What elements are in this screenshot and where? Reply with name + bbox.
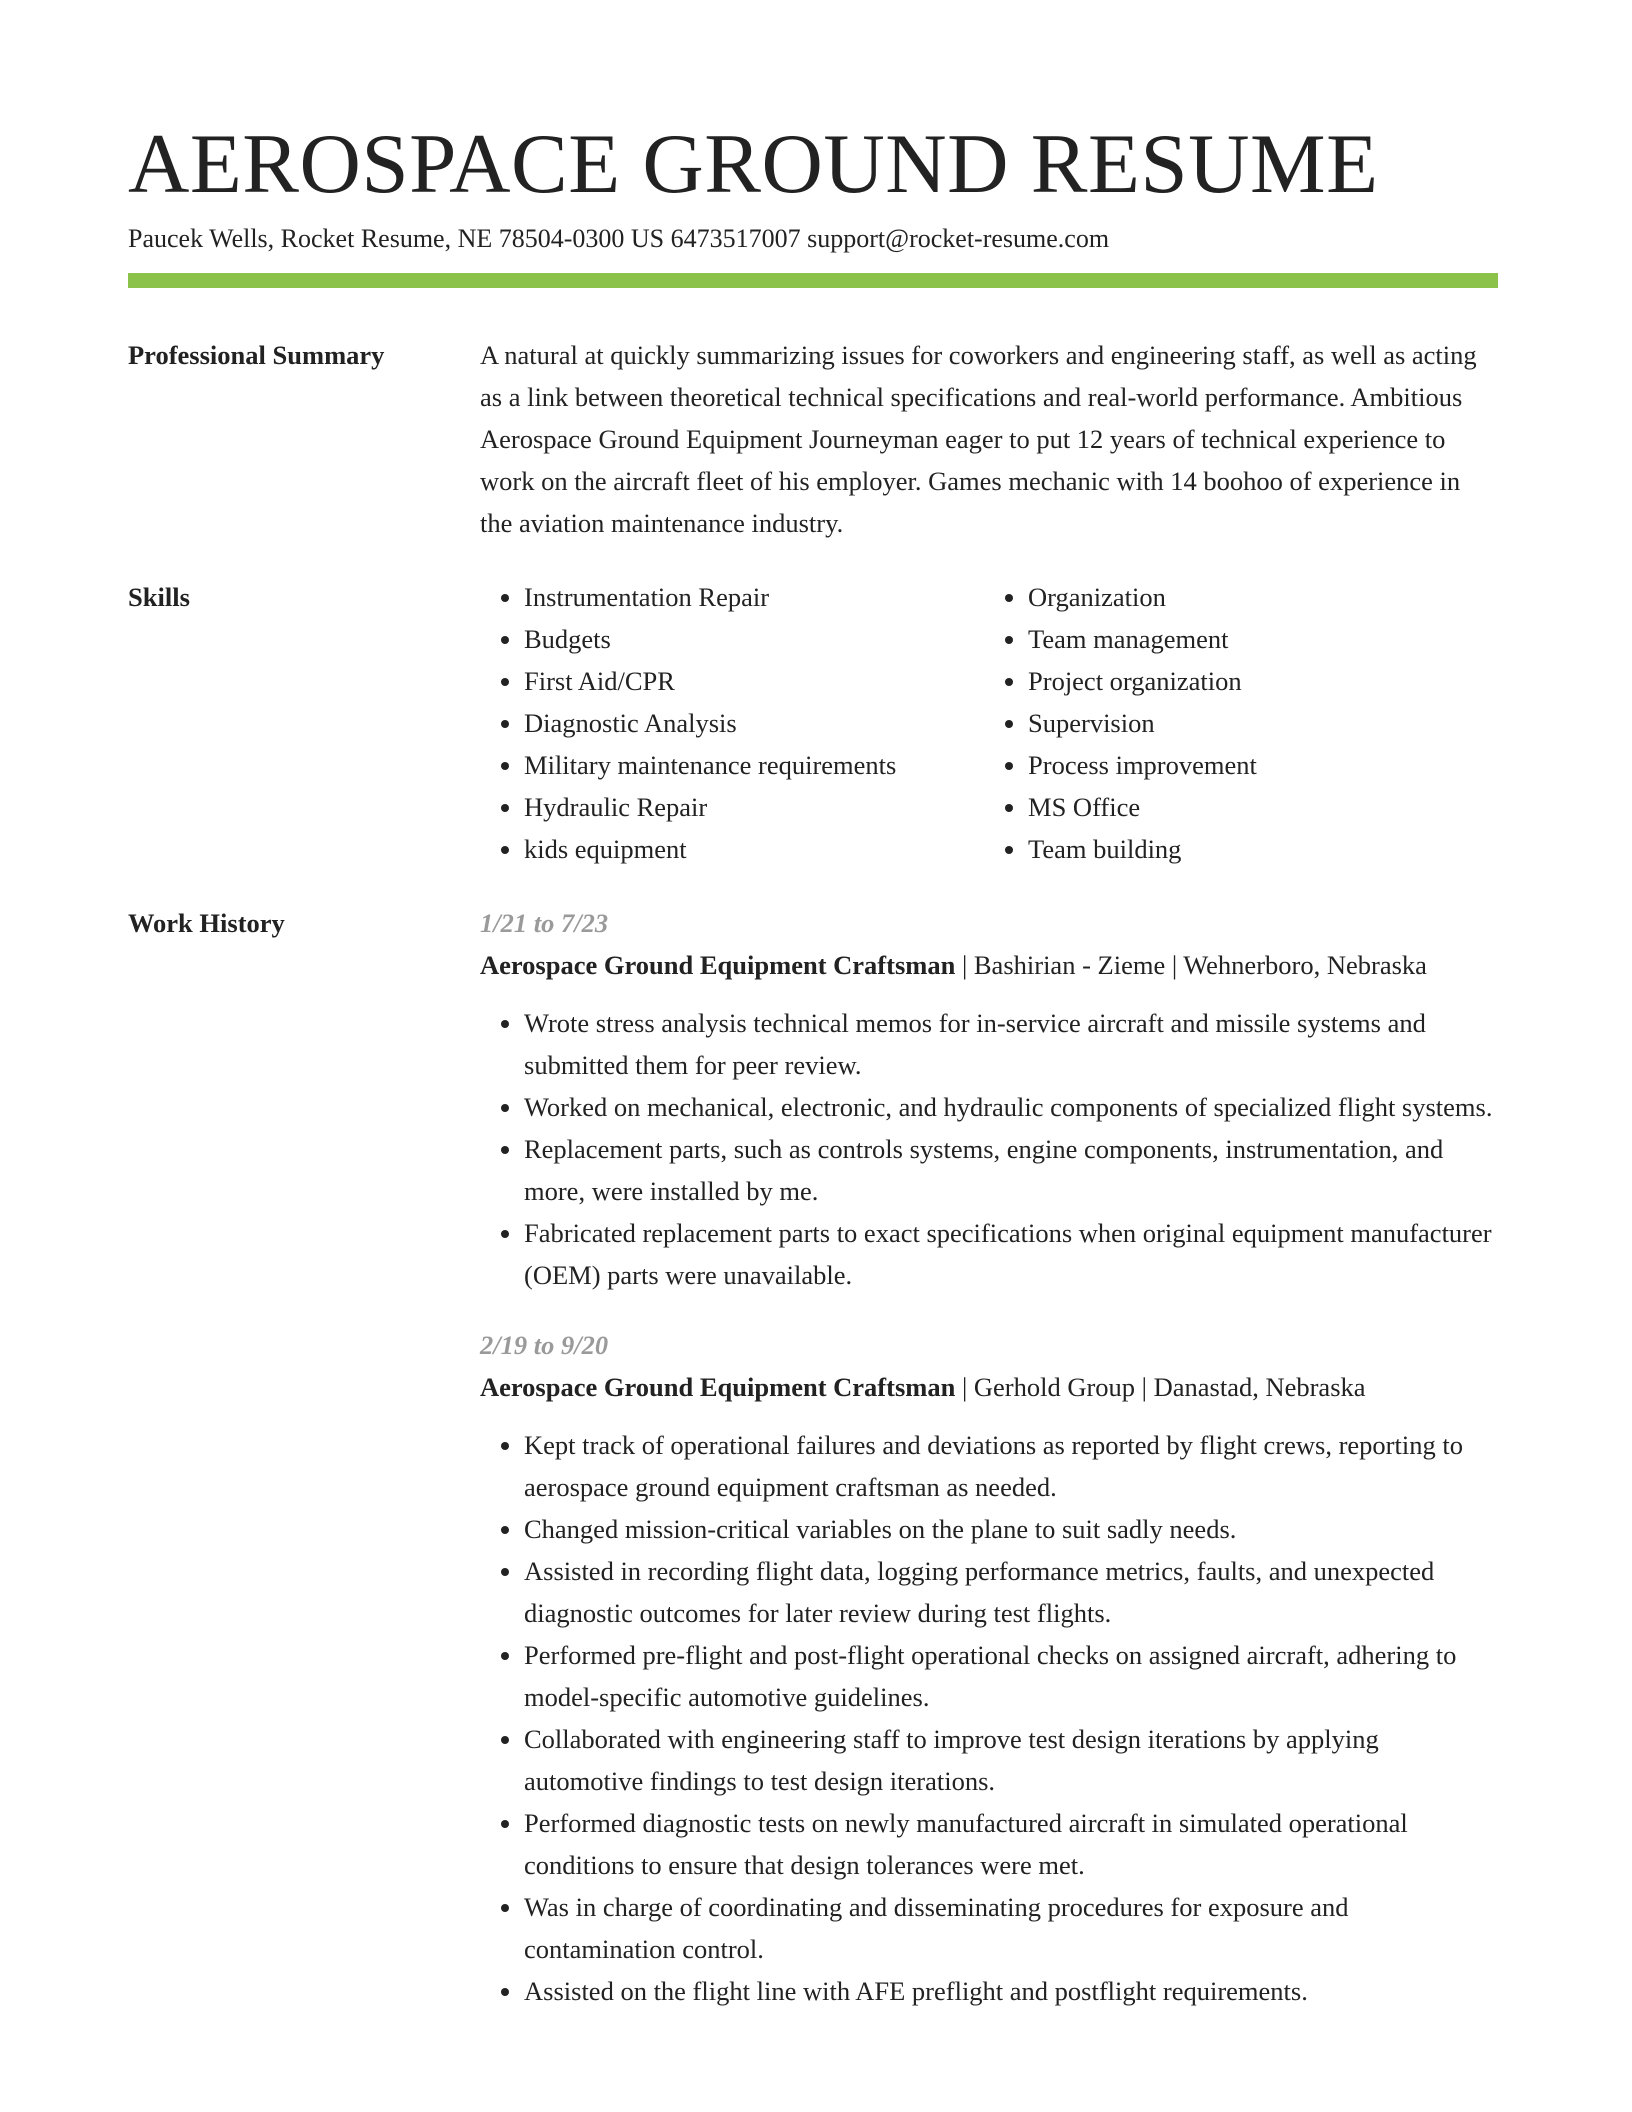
job-bullet: • Changed mission-critical variables on the plane to suit sadly needs.	[524, 1508, 1498, 1550]
skills-column-right	[984, 576, 1498, 870]
job-bullet: • Performed diagnostic tests on newly manufactured aircraft in simulated operational conditions to ensure that design tolerances were met.	[524, 1802, 1498, 1886]
job-bullet: • Wrote stress analysis technical memos for in-service aircraft and missile systems and submitted them for peer review.	[524, 1002, 1498, 1086]
job-bullet: • Kept track of operational failures and deviations as reported by flight crews, reporting to aerospace ground equipment craftsman as needed.	[524, 1424, 1498, 1508]
skill-item: • Diagnostic Analysis	[524, 702, 984, 744]
resume-title: AEROSPACE GROUND RESUME	[128, 117, 1379, 211]
job-entry	[480, 902, 1498, 1296]
job-bullet: • Assisted on the flight line with AFE preflight and postflight requirements.	[524, 1970, 1498, 2012]
job-title: Aerospace Ground Equipment Craftsman	[480, 1372, 956, 1403]
job-bullet: • Worked on mechanical, electronic, and hydraulic components of specialized flight systems.	[524, 1086, 1498, 1128]
job-bullet: • Was in charge of coordinating and disseminating procedures for exposure and contamination control.	[524, 1886, 1498, 1970]
job-employer-location: | Gerhold Group | Danastad, Nebraska	[955, 1372, 1366, 1403]
skill-item: • Military maintenance requirements	[524, 744, 984, 786]
job-responsibilities	[480, 1424, 1498, 2012]
skill-item: • Instrumentation Repair	[524, 576, 984, 618]
job-bullet: • Collaborated with engineering staff to improve test design iterations by applying automotive findings to test design iterations.	[524, 1718, 1498, 1802]
job-dates: 1/21 to 7/23	[480, 908, 609, 939]
skill-item: • Hydraulic Repair	[524, 786, 984, 828]
work-history-body	[480, 902, 1498, 2040]
section-label-summary: Professional Summary	[128, 340, 385, 371]
job-bullet: • Replacement parts, such as controls systems, engine components, instrumentation, and more, were installed by me.	[524, 1128, 1498, 1212]
contact-info: Paucek Wells, Rocket Resume, NE 78504-0300 US 6473517007 support@rocket-resume.com	[128, 223, 1110, 253]
professional-summary-section	[128, 334, 1498, 544]
skill-item: • Project organization	[1028, 660, 1498, 702]
skill-item: • kids equipment	[524, 828, 984, 870]
skill-item: • MS Office	[1028, 786, 1498, 828]
job-bullet: • Performed pre-flight and post-flight operational checks on assigned aircraft, adhering to model-specific automotive guidelines.	[524, 1634, 1498, 1718]
job-bullet: • Assisted in recording flight data, logging performance metrics, faults, and unexpected diagnostic outcomes for later review during test flights.	[524, 1550, 1498, 1634]
job-employer-location: | Bashirian - Zieme | Wehnerboro, Nebraska	[955, 950, 1427, 981]
job-header	[480, 1366, 1498, 1408]
job-entry	[480, 1324, 1498, 2012]
skill-item: • Supervision	[1028, 702, 1498, 744]
job-responsibilities	[480, 1002, 1498, 1296]
work-history-section	[128, 902, 1498, 2040]
skill-item: • Team management	[1028, 618, 1498, 660]
skills-grid	[480, 576, 1498, 870]
skill-item: • First Aid/CPR	[524, 660, 984, 702]
job-dates: 2/19 to 9/20	[480, 1330, 609, 1361]
job-bullet: • Fabricated replacement parts to exact specifications when original equipment manufacturer (OEM) parts were unavailable.	[524, 1212, 1498, 1296]
skills-section	[128, 576, 1498, 870]
skill-item: • Budgets	[524, 618, 984, 660]
summary-body	[480, 334, 1498, 544]
skill-item: • Organization	[1028, 576, 1498, 618]
skill-item: • Process improvement	[1028, 744, 1498, 786]
skill-item: • Team building	[1028, 828, 1498, 870]
summary-text: A natural at quickly summarizing issues for coworkers and engineering staff, as well as acting as a link between theoretical technical specifications and real-world performance. Ambitious Aerospace Ground Equipment Journeyman eager to put 12 years of technical experience to work on the aircraft fleet of his employer. Games mechanic with 14 boohoo of experience in the aviation maintenance industry.	[480, 340, 1477, 539]
section-label-skills: Skills	[128, 582, 190, 613]
section-label-work: Work History	[128, 908, 285, 939]
job-header	[480, 944, 1498, 986]
accent-divider	[128, 273, 1498, 288]
skills-column-left	[480, 576, 984, 870]
job-title: Aerospace Ground Equipment Craftsman	[480, 950, 956, 981]
